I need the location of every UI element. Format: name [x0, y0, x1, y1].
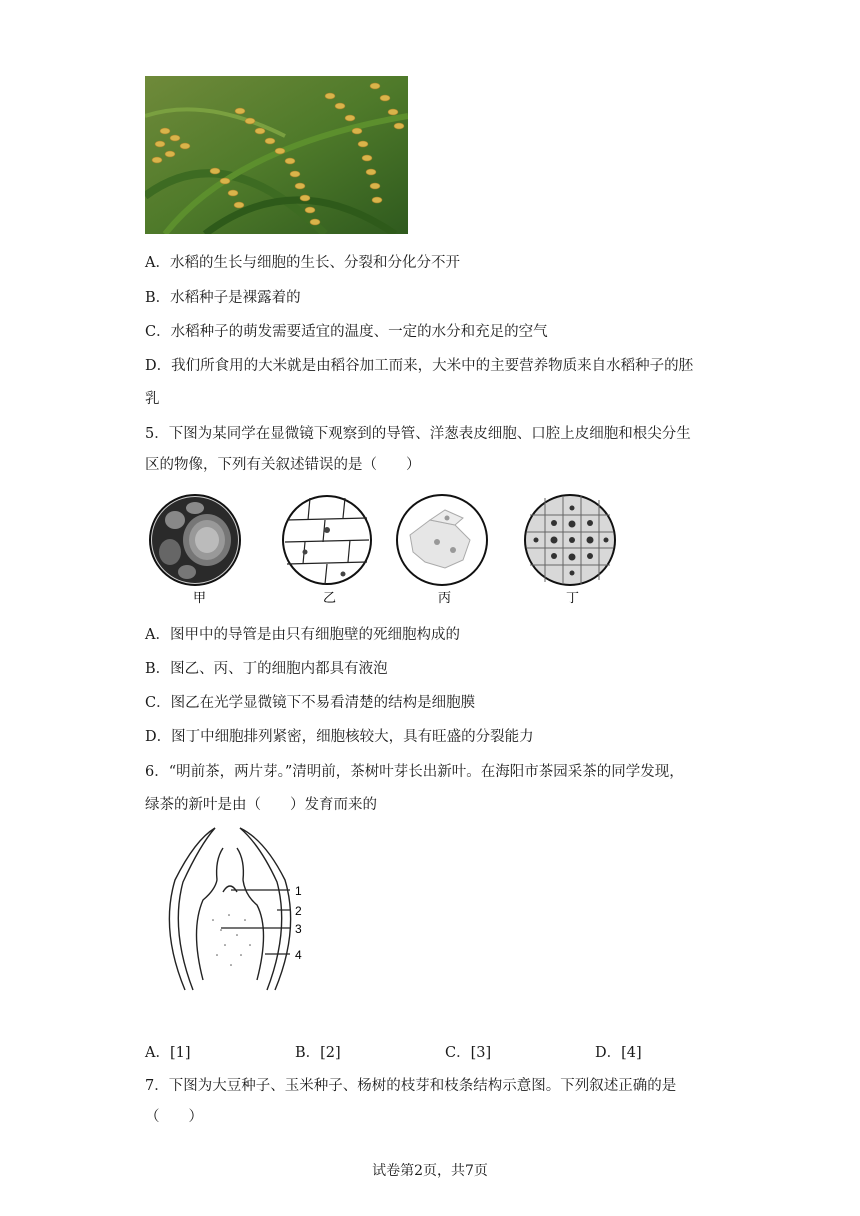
- figure-label-yi: 乙: [323, 590, 337, 605]
- q5-option-d: D．图丁中细胞排列紧密，细胞核较大，具有旺盛的分裂能力: [145, 729, 534, 745]
- q4-option-d-continued: 乳: [145, 391, 160, 407]
- leaf-bud-diagram: [155, 820, 325, 1000]
- q5-option-b: B．图乙、丙、丁的细胞内都具有液泡: [145, 661, 388, 677]
- q5-stem-line2: 区的物像，下列有关叙述错误的是（ ）: [145, 457, 421, 473]
- figure-label-jia: 甲: [193, 590, 207, 605]
- q5-option-a: A．图甲中的导管是由只有细胞壁的死细胞构成的: [145, 627, 460, 643]
- q4-option-d: D．我们所食用的大米就是由稻谷加工而来，大米中的主要营养物质来自水稻种子的胚: [145, 358, 694, 374]
- q5-option-c: C．图乙在光学显微镜下不易看清楚的结构是细胞膜: [145, 695, 476, 711]
- micrograph-bing: [397, 495, 487, 585]
- q7-stem-line1: 7．下图为大豆种子、玉米种子、杨树的枝芽和枝条结构示意图。下列叙述正确的是: [145, 1078, 677, 1094]
- micrograph-ding: [525, 495, 615, 585]
- q6-stem-line1: 6．“明前茶，两片芽。”清明前，茶树叶芽长出新叶。在海阳市茶园采茶的同学发现，: [145, 764, 684, 780]
- q6-stem-line2: 绿茶的新叶是由（ ）发育而来的: [145, 797, 377, 813]
- q6-option-b: B．[2]: [295, 1045, 341, 1061]
- micrograph-yi: [283, 496, 371, 584]
- rice-photo: [145, 76, 408, 234]
- q6-option-a: A．[1]: [145, 1045, 191, 1061]
- bud-label-1: 1: [295, 884, 302, 898]
- figure-label-bing: 丙: [438, 590, 452, 605]
- q7-stem-line2: （ ）: [145, 1109, 203, 1125]
- q6-option-d: D．[4]: [595, 1045, 642, 1061]
- bud-label-2: 2: [295, 904, 302, 918]
- micrograph-figure: [145, 490, 645, 610]
- q4-option-a: A．水稻的生长与细胞的生长、分裂和分化分不开: [145, 255, 460, 271]
- q5-stem-line1: 5．下图为某同学在显微镜下观察到的导管、洋葱表皮细胞、口腔上皮细胞和根尖分生: [145, 426, 691, 442]
- q4-option-c: C．水稻种子的萌发需要适宜的温度、一定的水分和充足的空气: [145, 324, 548, 340]
- figure-label-ding: 丁: [566, 590, 580, 605]
- q4-option-b: B．水稻种子是裸露着的: [145, 290, 301, 306]
- page-footer: 试卷第2页，共7页: [372, 1163, 488, 1179]
- bud-label-3: 3: [295, 922, 302, 936]
- bud-label-4: 4: [295, 948, 302, 962]
- micrograph-jia: [150, 495, 240, 585]
- q6-option-c: C．[3]: [445, 1045, 492, 1061]
